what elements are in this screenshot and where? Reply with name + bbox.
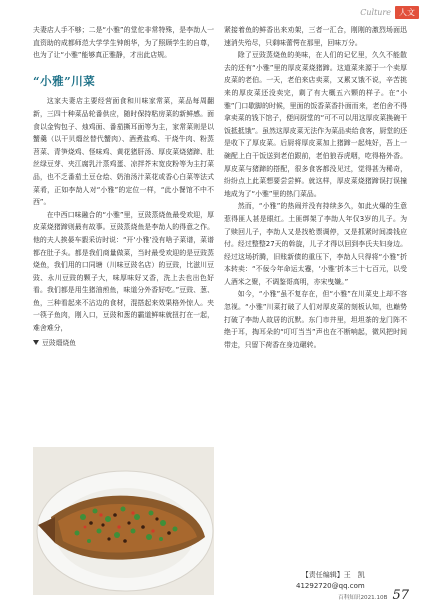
fish-photo — [33, 447, 214, 595]
body-paragraph: 如今，“小雅”虽不复存在，但“小雅”在川菜史上却不容忽视。“小雅”川菜打破了人们对厚皮菜的刻板认知，也巅势打破了李劼人故居的沉默。东门市井里，坦坦茶的龙门阵不绝于耳，掏耳朵的“叮叮当当”声也在不断响起，微风把时间带走，只留下荷香在身边碾转。 — [224, 290, 407, 349]
section-label-cn: 人文 — [395, 6, 419, 19]
body-paragraph: 除了豆豉蒸烧鱼的美味，在人们的记忆里，久久不能散去的还有“小雅”里的厚皮菜烧猪蹄。这道菜来源于一个卖厚皮菜的老伯。一天，老伯来店卖菜，又累又饿不说，辛苦挑来的厚皮菜还没卖完，剩了有大概五六颗的样子。在“小雅”门口歇脚的时候，里面的饭香菜香扑面而来，老伯舍不得拿卖菜的钱下馆子，便问厨堂的“可不可以用这厚皮菜换碗干饭抵抵饿”。虽然这厚皮菜无法作为菜品卖给食客，厨堂的还是收下了厚皮菜。后厨将厚皮菜加上猪蹄一起炖好，吾上一碗配上白干饭送到老伯跟前，老伯狼吞虎咽，吃得格外香。厚皮菜与猪蹄的搭配，很多食客都没见过，觉得甚为稀奇，纷纷点上此菜想要尝尝鲜。就这样，厚皮菜烧猪蹄误打误撞地成为了“小雅”里的热门菜品。 — [224, 51, 407, 198]
body-paragraph: 紧接着鱼的鲜香出来劝架，三者一汇合，刚刚的激烈场面迅速消失殆尽，只剩味蕾愕在那里，回味万分。 — [224, 26, 407, 47]
right-column — [224, 24, 407, 351]
section-header — [360, 6, 419, 19]
magazine-issue: 百科知识2021.10B — [338, 595, 388, 601]
photo-caption — [33, 337, 214, 350]
intro-paragraph: 夫妻店人手不够；二是“小雅”的堂佗非常特殊，是李劼人一直资助的成都师范大学学生钟朗华，为了照顾学生的自尊，也为了让“小雅”能够真正雅静，才出此店规。 — [33, 26, 214, 60]
fish-dish-illustration — [33, 447, 214, 595]
section-heading: “小雅”川菜 — [33, 73, 96, 88]
editor-email: 41292720@qq.com — [296, 582, 365, 590]
page-footer — [338, 588, 409, 603]
editor-label: 【责任编辑】王 凯 — [301, 571, 365, 579]
section-label-en: Culture — [360, 8, 391, 17]
left-column — [33, 24, 214, 349]
page-number: 57 — [392, 588, 409, 603]
body-paragraph: 在中西口味融合的“小雅”里，豆豉蒸烧鱼最受欢迎，厚皮菜烧猪蹄则最有故事。豆豉蒸烧鱼是李劼人的得意之作。他的夫人挨晏车貑采访时说：“开‘小雅’没有啥子菜谱，菜谱都在肚子头。都是我们商量做菜，当时最受欢迎的是豆豉蒸烧鱼，我们用的口同塘（川味豆豉名店）的豆豉，比滋川豆豉、永川豆豉的颗子大，味厚味好又香，洗上去也出色好看。我们都是用生猪油煎鱼，味道分外香好吃。”豆豉、葱、鱼，三种看起来不沾边的食材，混搭起来效果格外惊人。夹一筷子鱼肉，刚入口，豆豉和葱的霸道鲜味就扭打在一起，难舍难分， — [33, 210, 214, 333]
body-paragraph: 然而，“小雅”的热闹并没有持续多久，如此火爆的生意惹得匪人甚是眼红。土匪绑架了李劼人年仅3岁的儿子。为了赎回儿子，李劼人又是找枪票调停，又是抓紧时间凑钱应付。经过整整27天的斡旋，儿子才得以回到李氏夫妇身边。经过这场折腾，旧账新债的重压下，李劼人只得将“小雅”折本转卖：“不佞今年命运太蹇，‘小雅’折本三十七百元，以受人酒米之聚，不调鉴哥高明，亦宋曳嫌。” — [224, 202, 407, 286]
caption-triangle-icon — [33, 340, 39, 345]
body-paragraph: 这家夫妻店主要经营面食和川味家常菜，菜品每周翻新，三四十种菜品轮番供应，随时保持粘房菜的新鲜感。面食以金钩包子、烛鸡面、番茄撕耳面等为主，家常菜则是以蟹羹（以干贝熘丝替代蟹肉）、酒煮盐鸡、干烧牛肉、粉蒸苕菜、青笋烧鸡、怪味鸡、黄花猪肝汤、厚皮菜烧猪蹄、肚丝绿豆芽、夹江腐乳汁蒸鸡蛋、凉拌芥末宽皮粉等为主打菜品，也不乏番茄土豆仓烩、奶油汤汁菜花或香心白菜等法式菜肴，正如李劼人对“小雅”的定位一样，“此小餐馆不中不西”。 — [33, 97, 214, 207]
caption-text: 豆豉熘烧鱼 — [42, 338, 76, 347]
